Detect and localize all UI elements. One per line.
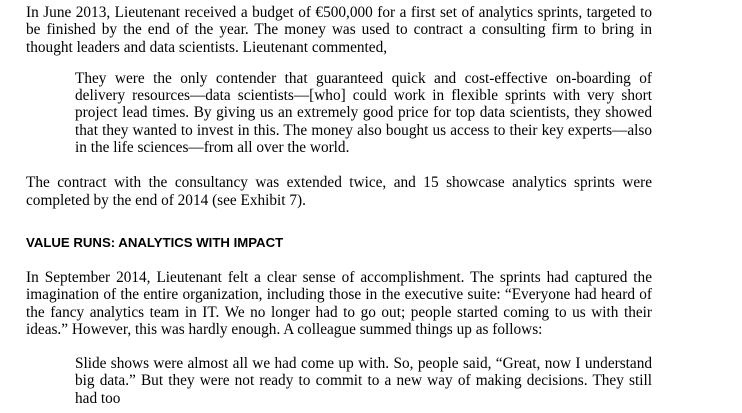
- body-paragraph-contract: The contract with the consultancy was extended twice, and 15 showcase analytics sprints were completed by the end of 2014 (see Exhibit 7).: [26, 174, 652, 209]
- section-heading: VALUE RUNS: ANALYTICS WITH IMPACT: [26, 234, 284, 250]
- document-page: [26, 4, 652, 407]
- block-quote-contender: They were the only contender that guaranteed quick and cost-effective on-boarding of delivery resources—data scientists—[who] could work in flexible sprints with very short project lead times. By giving us an extremely good price for top data scientists, they showed that they wanted to invest in this. The money also bought us access to their key experts—also in the life sciences—from all over the world.: [75, 69, 652, 157]
- block-quote-slide-shows: Slide shows were almost all we had come up with. So, people said, “Great, now I understand big data.” But they were not ready to commit to a new way of making decisions. They still had too: [75, 355, 652, 407]
- body-paragraph-accomplishment: In September 2014, Lieutenant felt a clear sense of accomplishment. The sprints had captured the imagination of the entire organization, including those in the executive suite: “Everyone had heard of the fancy analytics team in IT. We no longer had to go out; people started coming to us with their ideas.” However, this was hardly enough. A colleague summed things up as follows:: [26, 268, 652, 338]
- body-paragraph-budget: In June 2013, Lieutenant received a budget of €500,000 for a first set of analytics sprints, targeted to be finished by the end of the year. The money was used to contract a consulting firm to bring in thought leaders and data scientists. Lieutenant commented,: [26, 4, 652, 56]
